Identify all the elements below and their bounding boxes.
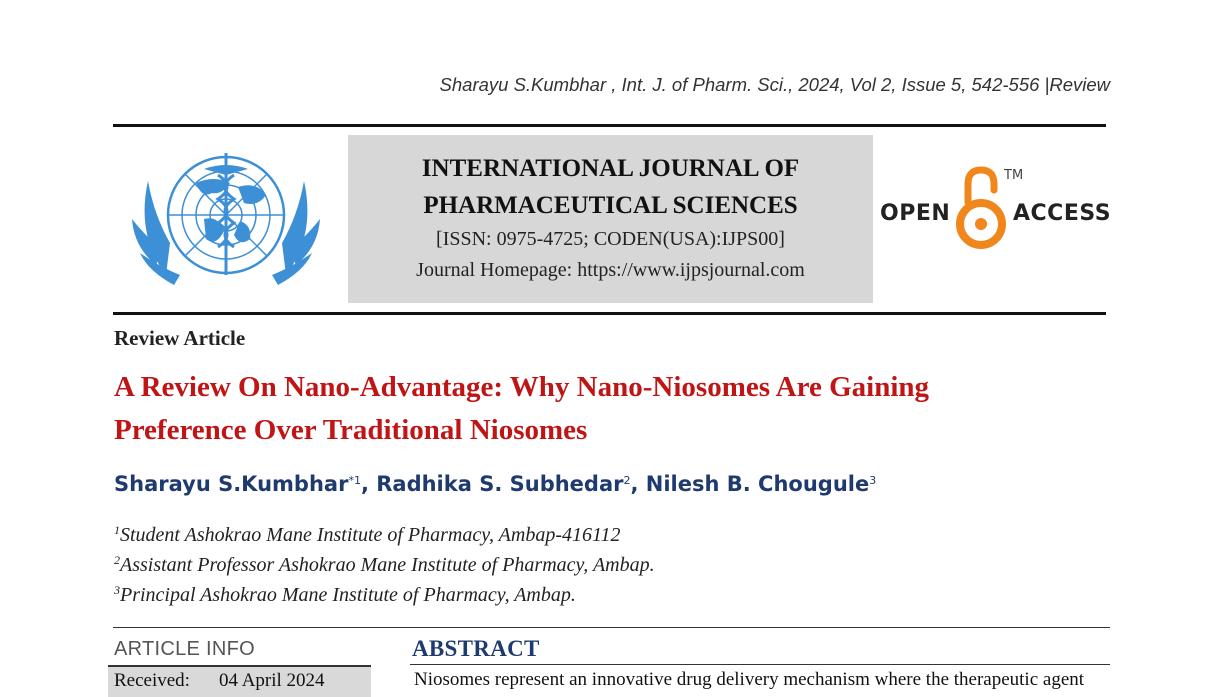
author-name: Radhika S. Subhedar xyxy=(376,472,624,496)
open-access-open-text: OPEN xyxy=(880,201,951,226)
journal-title xyxy=(348,150,873,224)
journal-title-line-1: INTERNATIONAL JOURNAL OF xyxy=(421,155,800,182)
author-separator: , xyxy=(630,472,646,496)
affiliation-item xyxy=(114,524,621,547)
affiliation-text: Student Ashokrao Mane Institute of Pharmacy, Ambap-416112 xyxy=(120,524,621,546)
open-access-logo xyxy=(880,160,1112,254)
abstract-text: Niosomes represent an innovative drug delivery mechanism where the therapeutic agent xyxy=(414,669,1085,690)
affiliation-item xyxy=(114,584,576,607)
received-date: 04 April 2024 xyxy=(219,670,325,691)
article-title xyxy=(114,366,1074,452)
author-separator: , xyxy=(360,472,377,496)
article-info-label: ARTICLE INFO xyxy=(114,638,256,660)
affiliation-number: 3 xyxy=(114,583,120,597)
affiliation-text: Assistant Professor Ashokrao Mane Institute of Pharmacy, Ambap. xyxy=(120,554,655,576)
author-name: Sharayu S.Kumbhar xyxy=(114,472,349,496)
author-superscript: 2 xyxy=(623,474,631,487)
open-access-lock-icon xyxy=(956,166,1006,250)
trademark-symbol: TM xyxy=(1004,168,1024,183)
author-name: Nilesh B. Chougule xyxy=(645,472,870,496)
received-label: Received: xyxy=(114,670,190,691)
journal-homepage[interactable]: Journal Homepage: https://www.ijpsjournal.com xyxy=(416,259,805,281)
affiliation-number: 2 xyxy=(114,553,120,567)
header-rule-bottom xyxy=(113,312,1106,315)
abstract-rule xyxy=(410,664,1110,665)
open-access-access-text: ACCESS xyxy=(1013,201,1112,226)
running-header: Sharayu S.Kumbhar , Int. J. of Pharm. Sci., 2024, Vol 2, Issue 5, 542-556 |Review xyxy=(439,74,1110,95)
header-rule-top xyxy=(113,124,1106,127)
affiliation-item xyxy=(114,554,655,577)
article-title-line-1: A Review On Nano-Advantage: Why Nano-Niosomes Are Gaining xyxy=(114,371,930,403)
received-row xyxy=(108,667,371,697)
journal-emblem-logo xyxy=(126,135,326,305)
article-type: Review Article xyxy=(114,326,246,350)
article-title-line-2: Preference Over Traditional Niosomes xyxy=(114,414,588,446)
author-list xyxy=(114,472,876,496)
affiliation-number: 1 xyxy=(114,523,120,537)
author-superscript: *1 xyxy=(348,474,361,487)
journal-banner xyxy=(348,135,873,303)
journal-issn: [ISSN: 0975-4725; CODEN(USA):IJPS00] xyxy=(436,228,785,250)
section-divider xyxy=(113,627,1110,628)
abstract-heading: ABSTRACT xyxy=(412,636,540,661)
author-superscript: 3 xyxy=(869,474,877,487)
affiliation-text: Principal Ashokrao Mane Institute of Pharmacy, Ambap. xyxy=(120,584,576,606)
journal-title-line-2: PHARMACEUTICAL SCIENCES xyxy=(423,192,798,219)
